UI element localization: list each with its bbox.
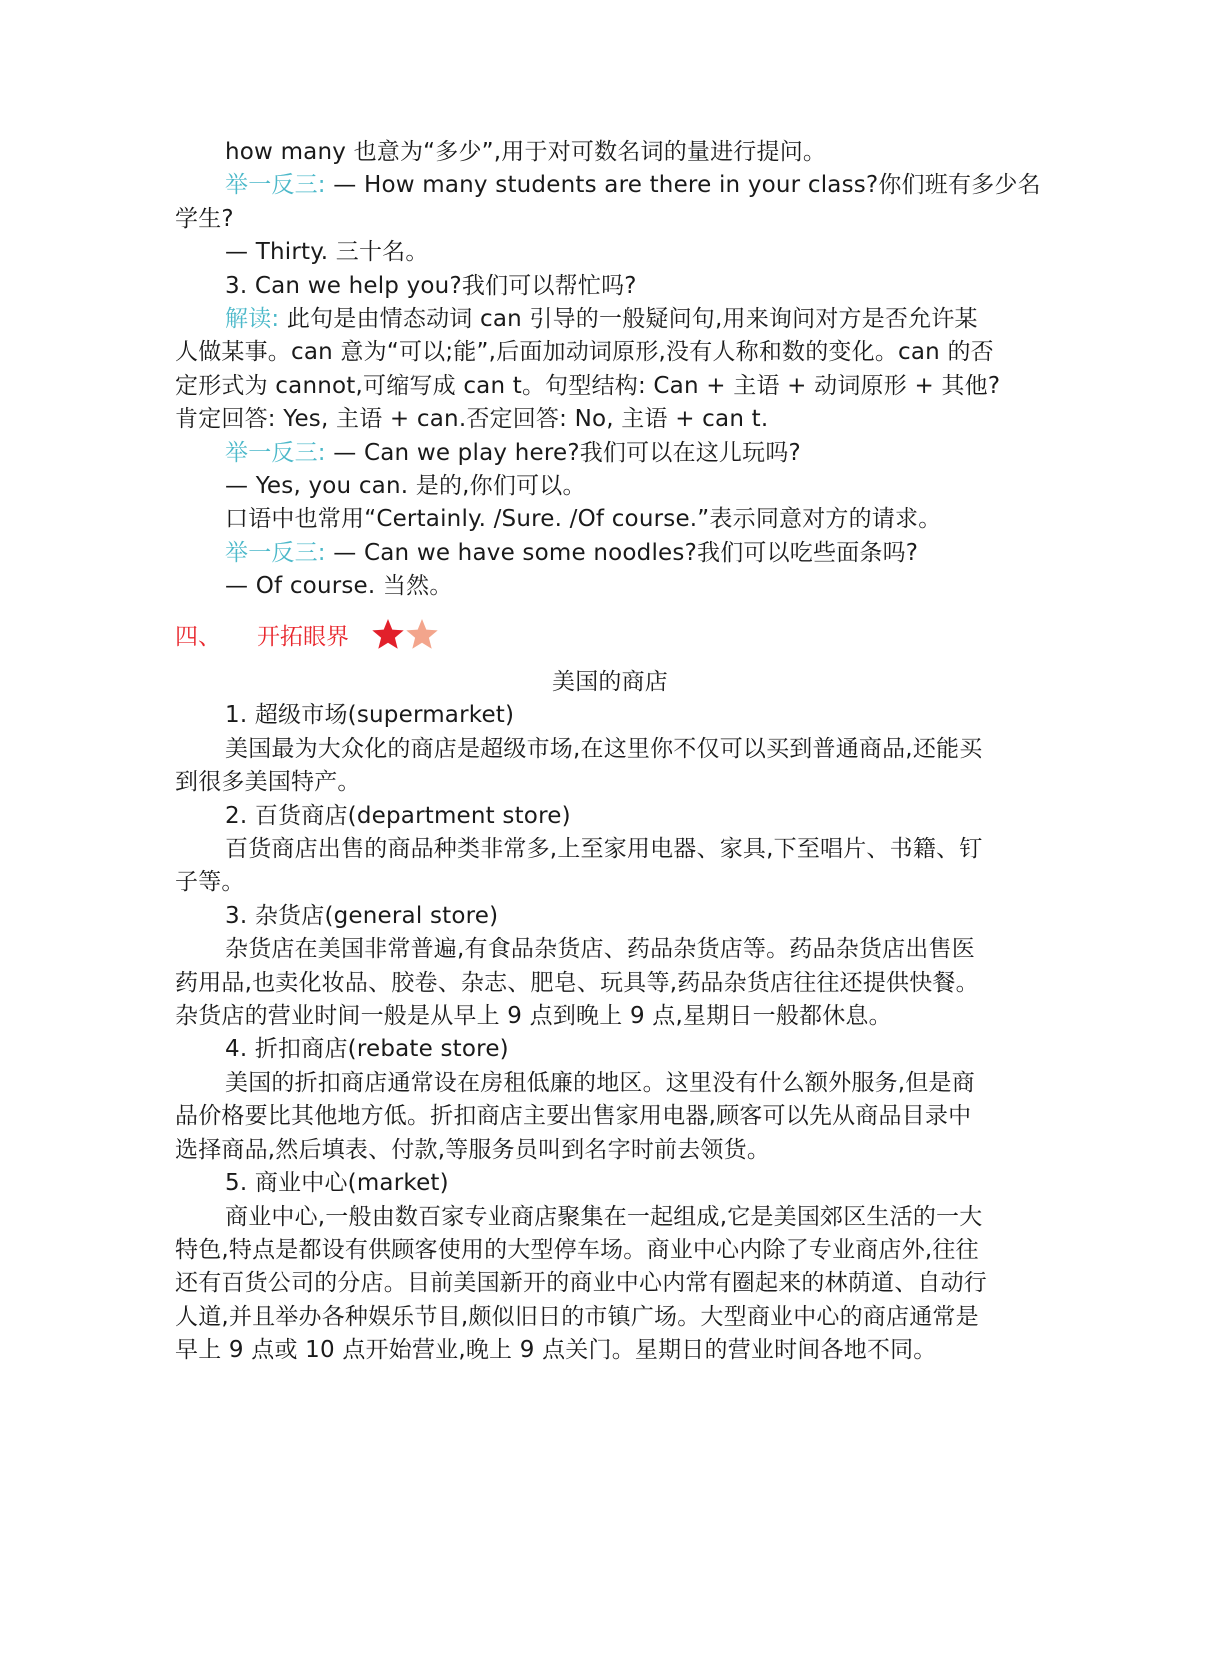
text-line: 美国的折扣商店通常设在房租低廉的地区。这里没有什么额外服务,但是商 bbox=[225, 1069, 975, 1096]
example-line bbox=[175, 169, 1045, 202]
subsection-heading: 4. 折扣商店(rebate store) bbox=[225, 1036, 509, 1063]
star-icon-shape-2 bbox=[406, 619, 437, 649]
star-icon-shape-1 bbox=[372, 619, 403, 649]
example-text: — Can we play here?我们可以在这儿玩吗? bbox=[325, 439, 801, 466]
explanation-text: 此句是由情态动词 can 引导的一般疑问句,用来询问对方是否允许某 bbox=[279, 306, 978, 333]
text-line: 杂货店的营业时间一般是从早上 9 点到晚上 9 点,星期日一般都休息。 bbox=[175, 1003, 892, 1030]
star-icon bbox=[371, 617, 405, 651]
text-line: — Of course. 当然。 bbox=[225, 573, 453, 600]
text-line: 人做某事。can 意为“可以;能”,后面加动词原形,没有人称和数的变化。can 的否 bbox=[175, 339, 994, 366]
text-line: 品价格要比其他地方低。折扣商店主要出售家用电器,顾客可以先从商品目录中 bbox=[175, 1103, 972, 1130]
text-line: 肯定回答: Yes, 主语 + can.否定回答: No, 主语 + can t. bbox=[175, 406, 769, 433]
reading-passage bbox=[175, 666, 1045, 1368]
section-title: 开拓眼界 bbox=[257, 623, 349, 650]
star-icon bbox=[405, 617, 439, 651]
text-line: 药用品,也卖化妆品、胶卷、杂志、肥皂、玩具等,药品杂货店往往还提供快餐。 bbox=[175, 969, 979, 996]
text-line: — Thirty. 三十名。 bbox=[225, 239, 429, 266]
text-line: 还有百货公司的分店。目前美国新开的商业中心内常有圈起来的林荫道、自动行 bbox=[175, 1270, 987, 1297]
subsection-heading: 1. 超级市场(supermarket) bbox=[225, 702, 515, 729]
text-line: 特色,特点是都设有供顾客使用的大型停车场。商业中心内除了专业商店外,往往 bbox=[175, 1236, 979, 1263]
explanation-line bbox=[175, 303, 1045, 336]
passage-title: 美国的商店 bbox=[552, 669, 668, 695]
grammar-notes bbox=[175, 136, 1045, 604]
example-line bbox=[175, 537, 1045, 570]
text-line: 百货商店出售的商品种类非常多,上至家用电器、家具,下至唱片、书籍、钉 bbox=[225, 836, 983, 863]
subsection-heading: 5. 商业中心(market) bbox=[225, 1170, 449, 1197]
text-line: 商业中心,一般由数百家专业商店聚集在一起组成,它是美国郊区生活的一大 bbox=[225, 1203, 983, 1230]
subsection-heading: 3. 杂货店(general store) bbox=[225, 902, 499, 929]
text-line: 定形式为 cannot,可缩写成 can t。句型结构: Can + 主语 + 动词原形 + 其他? bbox=[175, 372, 1001, 399]
text-line: 到很多美国特产。 bbox=[175, 769, 361, 796]
text-line: 口语中也常用“Certainly. /Sure. /Of course.”表示同意对方的请求。 bbox=[225, 506, 942, 533]
text-line: 美国最为大众化的商店是超级市场,在这里你不仅可以买到普通商品,还能买 bbox=[225, 735, 983, 762]
text-line: 学生? bbox=[175, 205, 234, 232]
text-line: 早上 9 点或 10 点开始营业,晚上 9 点关门。星期日的营业时间各地不同。 bbox=[175, 1337, 937, 1364]
text-line: 3. Can we help you?我们可以帮忙吗? bbox=[225, 272, 637, 299]
text-line: 子等。 bbox=[175, 869, 245, 896]
difficulty-stars bbox=[371, 617, 439, 651]
text-line: 杂货店在美国非常普遍,有食品杂货店、药品杂货店等。药品杂货店出售医 bbox=[225, 936, 975, 963]
text-line: 选择商品,然后填表、付款,等服务员叫到名字时前去领货。 bbox=[175, 1136, 771, 1163]
example-text: — Can we have some noodles?我们可以吃些面条吗? bbox=[325, 539, 919, 566]
text-line: — Yes, you can. 是的,你们可以。 bbox=[225, 473, 586, 500]
explanation-label: 解读: bbox=[225, 306, 280, 333]
subsection-heading: 2. 百货商店(department store) bbox=[225, 802, 571, 829]
text-line: how many 也意为“多少”,用于对可数名词的量进行提问。 bbox=[225, 139, 827, 165]
section-heading bbox=[175, 614, 439, 654]
example-label: 举一反三: bbox=[225, 172, 326, 199]
section-number: 四、 bbox=[175, 623, 221, 650]
example-text: — How many students are there in your class?你们班有多少名 bbox=[325, 172, 1041, 199]
example-label: 举一反三: bbox=[225, 439, 326, 466]
example-label: 举一反三: bbox=[225, 539, 326, 566]
text-line: 人道,并且举办各种娱乐节目,颇似旧日的市镇广场。大型商业中心的商店通常是 bbox=[175, 1303, 979, 1330]
example-line bbox=[175, 437, 1045, 470]
